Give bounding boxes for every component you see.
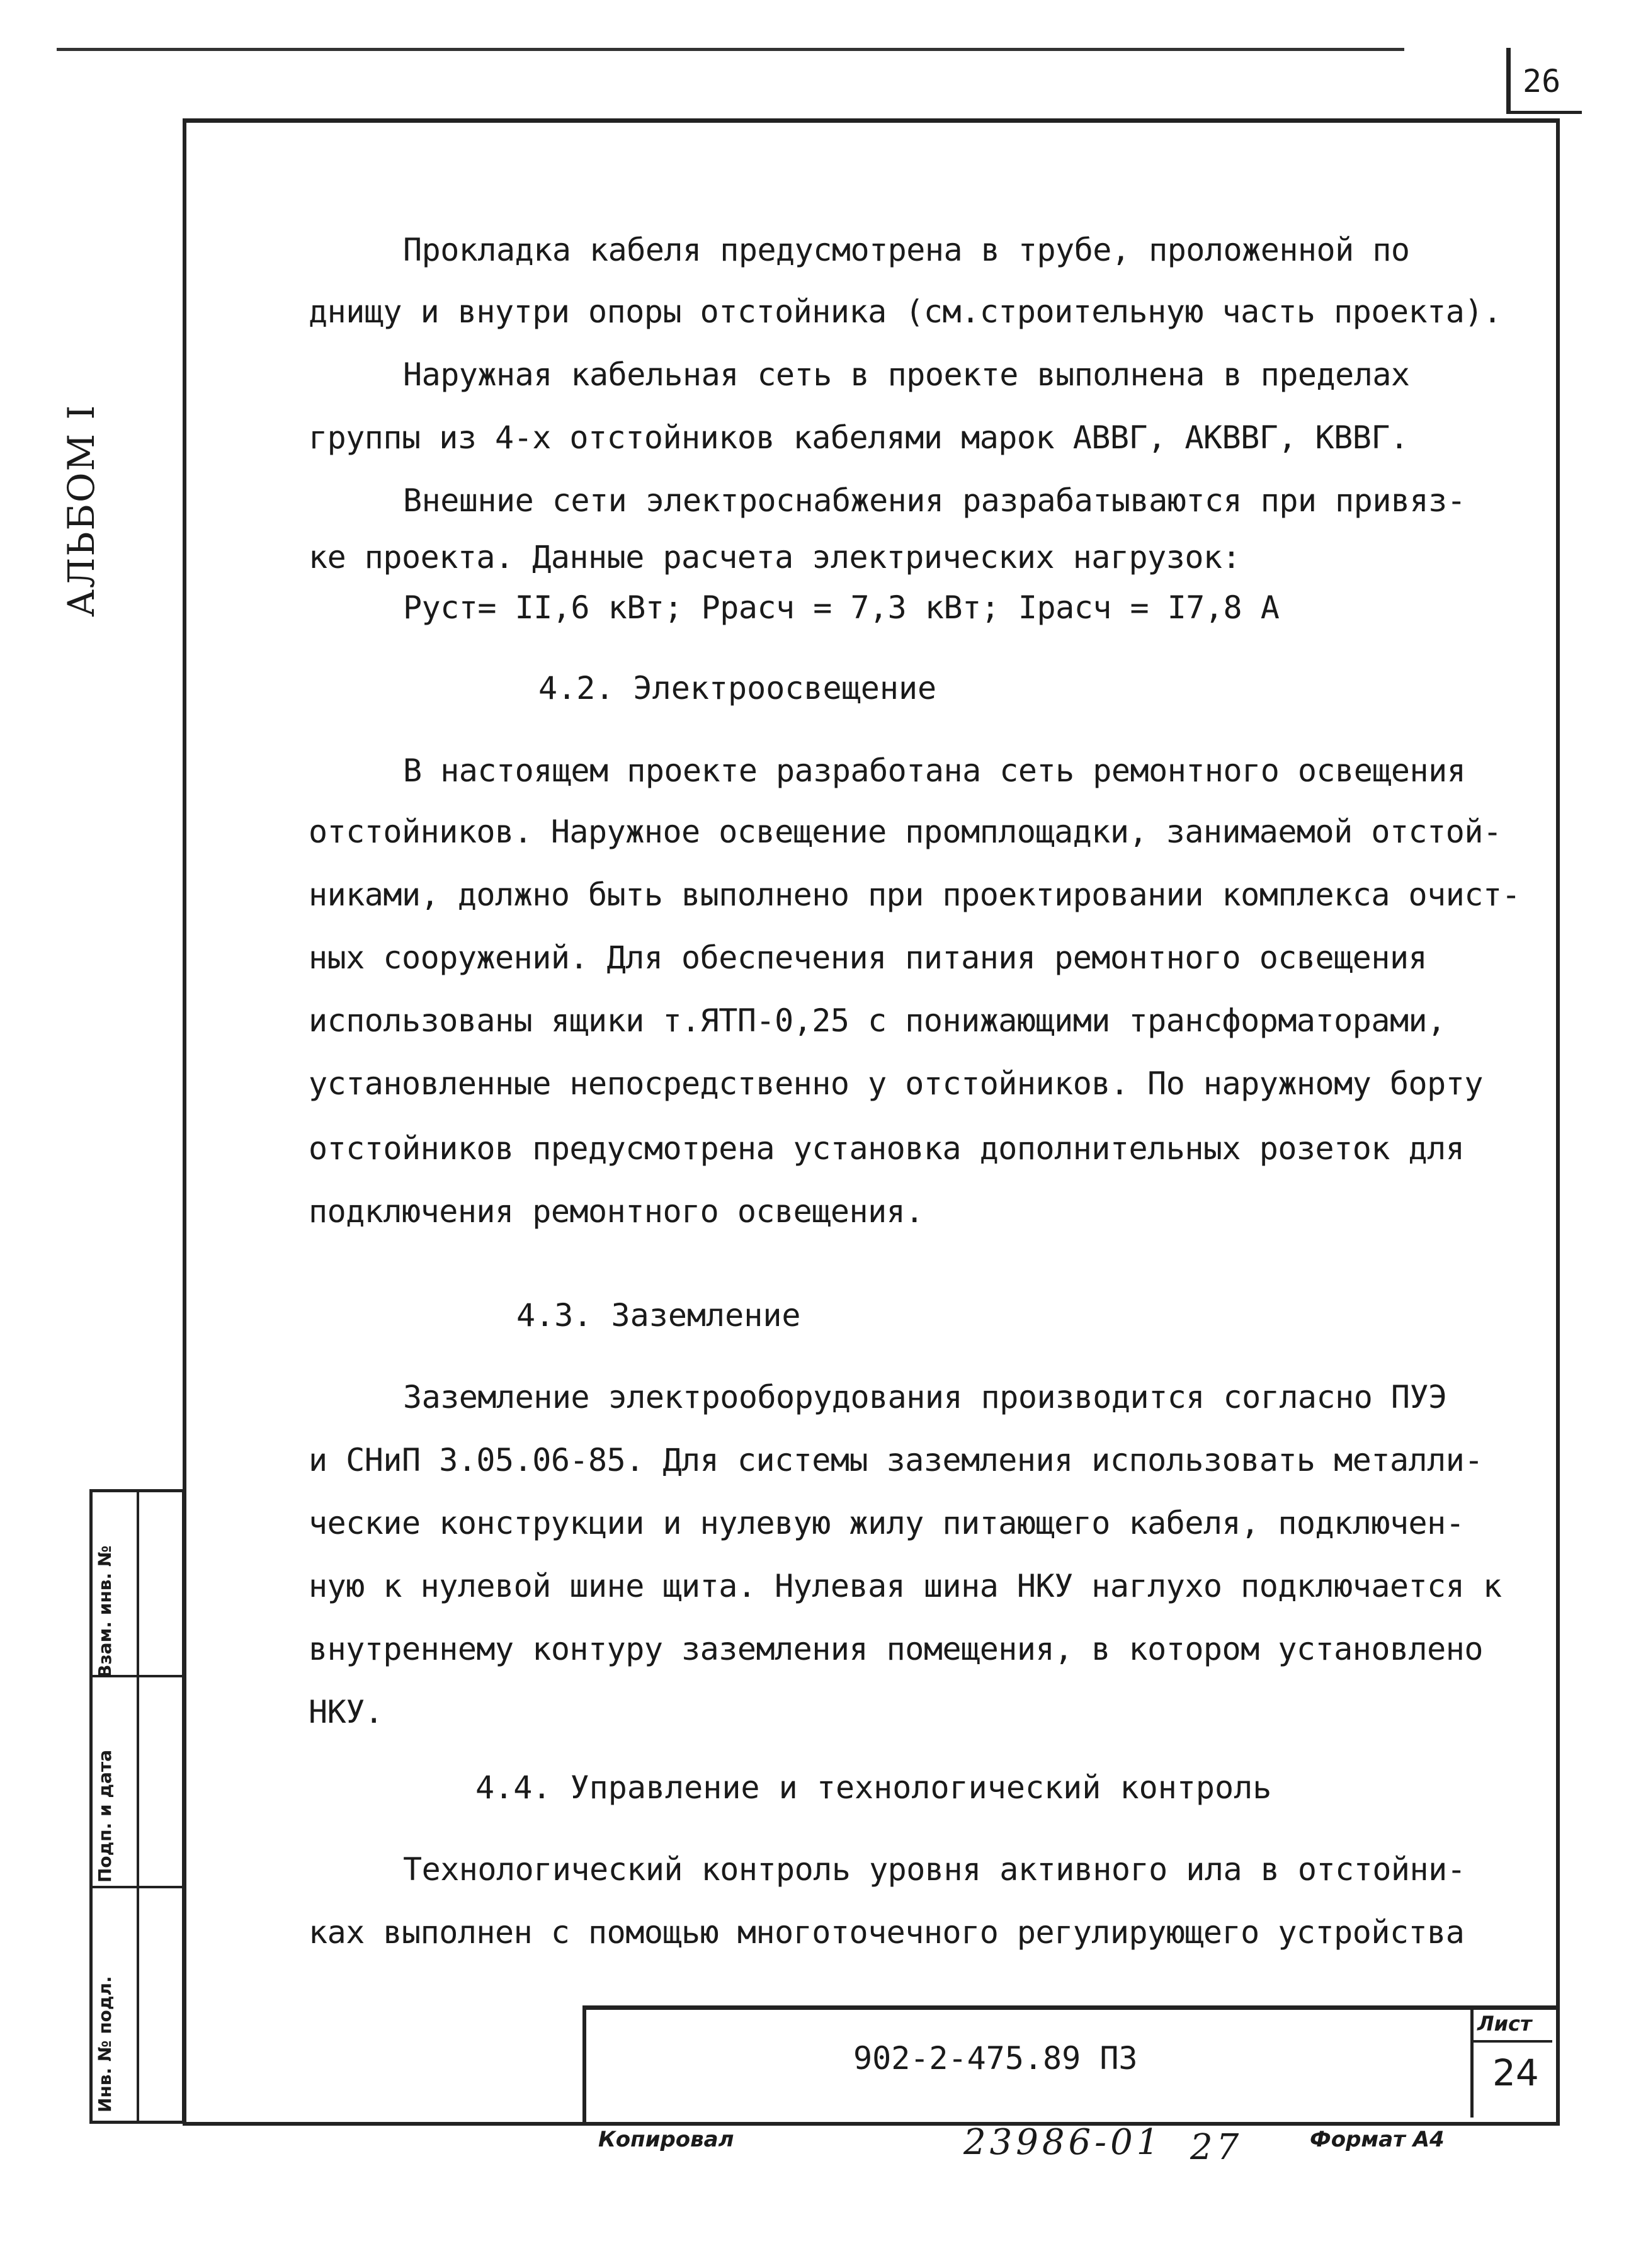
footer-handwritten-page: 27 [1190,2127,1243,2168]
text-line: и СНиП 3.05.06-85. Для системы заземления использовать металли- [309,1442,1483,1478]
text-line: ках выполнен с помощью многоточечного регулирующего устройства [309,1914,1465,1951]
title-block-divider [1470,2040,1552,2043]
document-code: 902-2-475.89 ПЗ [853,2040,1138,2077]
stamp-vertical-divider [137,1492,139,2121]
stamp-inv-label: Инв. № подл. [94,1976,115,2112]
footer-format: Формат А4 [1310,2127,1445,2152]
top-rule [57,48,1404,51]
text-line: внутреннему контуру заземления помещения, в котором установлено [309,1631,1483,1667]
text-line: отстойников. Наружное освещение промплощадки, занимаемой отстой- [309,814,1502,850]
text-line: Заземление электрооборудования производится согласно ПУЭ [403,1379,1447,1415]
footer-copied: Копировал [598,2127,734,2152]
text-line: днищу и внутри опоры отстойника (см.строительную часть проекта). [309,293,1502,330]
album-label: АЛЬБОМ I [60,404,103,617]
section-heading-4-2: 4.2. Электроосвещение [538,670,937,706]
text-line: Внешние сети электроснабжения разрабатываются при привяз- [403,482,1466,519]
corner-mark-vertical [1506,48,1511,114]
section-heading-4-3: 4.3. Заземление [516,1297,801,1334]
stamp-divider [93,1886,182,1888]
text-line: Прокладка кабеля предусмотрена в трубе, проложенной по [403,232,1410,268]
text-line: использованы ящики т.ЯТП-0,25 с понижающими трансформаторами, [309,1002,1446,1039]
sheet-number: 24 [1492,2051,1539,2094]
text-line: подключения ремонтного освещения. [309,1193,924,1230]
sheet-label: Лист [1477,2012,1532,2036]
text-line: Наружная кабельная сеть в проекте выполнена в пределах [403,356,1410,393]
title-block-divider [1470,2009,1474,2118]
section-heading-4-4: 4.4. Управление и технологический контроль [475,1769,1272,1806]
corner-page-number: 26 [1523,63,1561,99]
stamp-podp-label: Подп. и дата [94,1749,115,1883]
text-line: ческие конструкции и нулевую жилу питающего кабеля, подключен- [309,1505,1465,1541]
text-line: Технологический контроль уровня активного ила в отстойни- [403,1851,1466,1888]
text-line: установленные непосредственно у отстойников. По наружному борту [309,1065,1483,1102]
corner-mark-horizontal [1506,111,1582,114]
stamp-vzam-label: Взам. инв. № [94,1545,115,1678]
text-line: В настоящем проекте разработана сеть ремонтного освещения [403,752,1466,789]
text-line: никами, должно быть выполнено при проектировании комплекса очист- [309,876,1521,913]
text-line: ных сооружений. Для обеспечения питания ремонтного освещения [309,939,1428,976]
text-line: Руст= II,6 кВт; Ррасч = 7,3 кВт; Iрасч = I7,8 А [403,589,1280,626]
text-line: отстойников предусмотрена установка дополнительных розеток для [309,1130,1465,1167]
text-line: НКУ. [309,1694,383,1730]
footer-handwritten-number: 23986-01 [963,2122,1163,2163]
text-line: ке проекта. Данные расчета электрических нагрузок: [309,539,1241,576]
text-line: ную к нулевой шине щита. Нулевая шина НКУ наглухо подключается к [309,1568,1502,1604]
text-line: группы из 4-х отстойников кабелями марок АВВГ, АКВВГ, КВВГ. [309,419,1409,456]
